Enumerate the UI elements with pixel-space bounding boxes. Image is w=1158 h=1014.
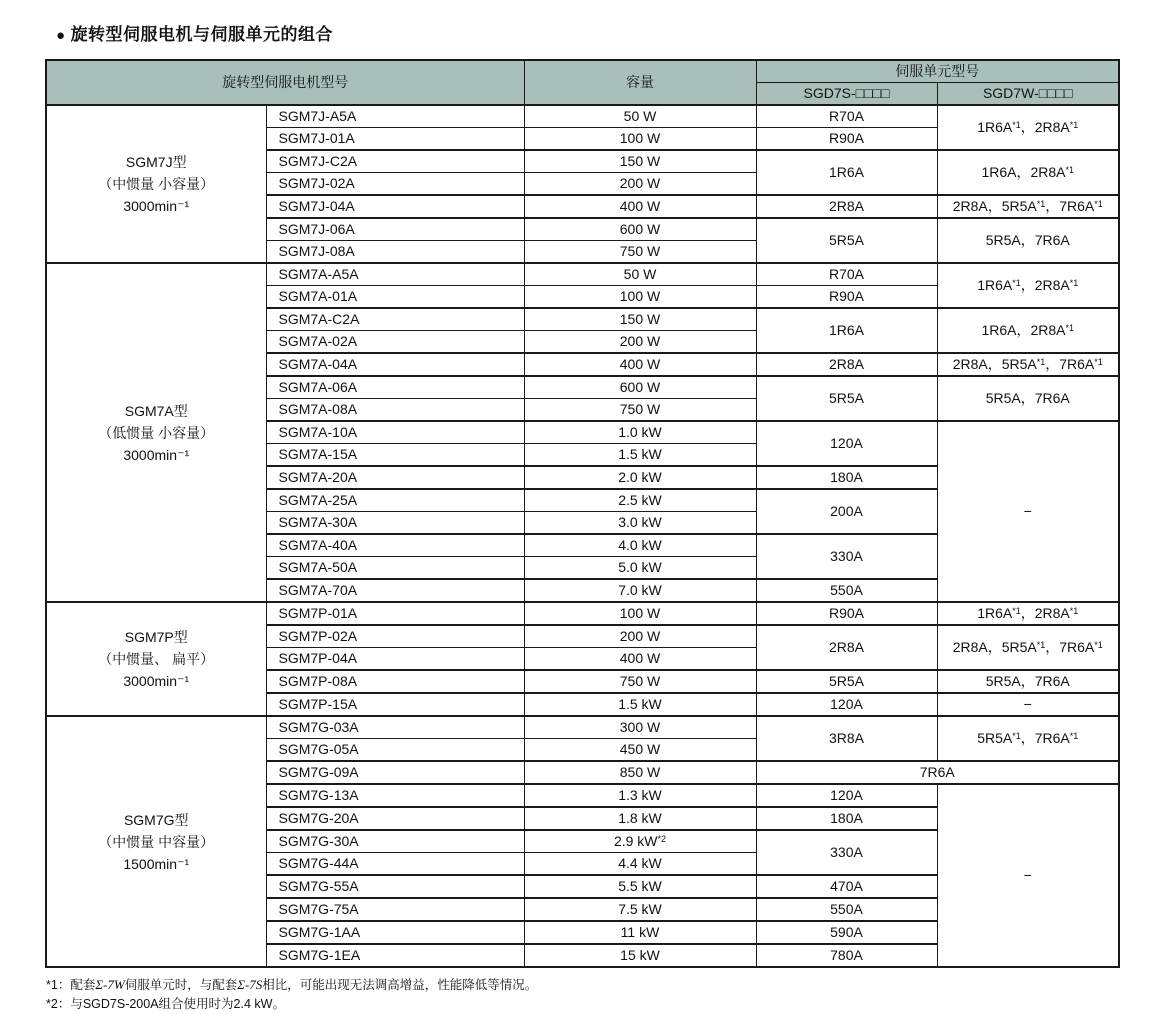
capacity-cell: 11 kW: [524, 921, 756, 944]
motor-model-cell: SGM7A-50A: [266, 557, 524, 580]
capacity-cell: 100 W: [524, 128, 756, 151]
sgd7s-cell: 330A: [756, 534, 937, 579]
header-row-1: [46, 60, 1119, 83]
capacity-cell: 200 W: [524, 625, 756, 648]
sgd7s-cell: 200A: [756, 489, 937, 534]
capacity-cell: 15 kW: [524, 944, 756, 967]
sgd7s-cell: 1R6A: [756, 150, 937, 195]
table-header: [46, 60, 1119, 105]
motor-model-cell: SGM7P-01A: [266, 602, 524, 625]
header-capacity: 容量: [524, 60, 756, 105]
capacity-cell: 200 W: [524, 173, 756, 196]
sgd7s-cell: R90A: [756, 602, 937, 625]
sgd7s-cell: 180A: [756, 807, 937, 830]
capacity-cell: 400 W: [524, 195, 756, 218]
sgd7s-cell: 2R8A: [756, 625, 937, 670]
sgd7s-cell: 330A: [756, 830, 937, 875]
sgd7w-cell: $1R6A^{*1}$，$2R8A^{*1}$: [937, 105, 1119, 150]
sgd7w-cell: $1R6A^{*1}$，$2R8A^{*1}$: [937, 263, 1119, 308]
motor-model-cell: SGM7G-75A: [266, 898, 524, 921]
sgd7s-cell: 550A: [756, 898, 937, 921]
motor-model-cell: SGM7G-05A: [266, 739, 524, 762]
motor-model-cell: SGM7A-04A: [266, 353, 524, 376]
motor-model-cell: SGM7A-06A: [266, 376, 524, 399]
header-motor-model: 旋转型伺服电机型号: [46, 60, 524, 105]
sgd7w-cell: $5R5A^{*1}$，$7R6A^{*1}$: [937, 716, 1119, 761]
motor-model-cell: SGM7J-A5A: [266, 105, 524, 128]
capacity-cell: 2.0 kW: [524, 466, 756, 489]
sgd7s-cell: R70A: [756, 263, 937, 286]
sgd7w-cell: $1R6A^{*1}$，$2R8A^{*1}$: [937, 602, 1119, 625]
motor-model-cell: SGM7G-09A: [266, 761, 524, 784]
motor-model-cell: SGM7J-04A: [266, 195, 524, 218]
header-sgd7w: SGD7W-□□□□: [937, 83, 1119, 106]
sgd7s-cell: 3R8A: [756, 716, 937, 761]
motor-model-cell: SGM7G-1EA: [266, 944, 524, 967]
capacity-cell: 1.5 kW: [524, 444, 756, 467]
capacity-cell: 600 W: [524, 218, 756, 241]
capacity-cell: 2.5 kW: [524, 489, 756, 512]
capacity-cell: 750 W: [524, 241, 756, 264]
motor-model-cell: SGM7A-01A: [266, 286, 524, 309]
capacity-cell: 50 W: [524, 105, 756, 128]
sgd7w-cell: 2R8A，$5R5A^{*1}$，$7R6A^{*1}$: [937, 353, 1119, 376]
footnote-text: 相比，可能出现无法调高增益，性能降低等情况。: [262, 978, 538, 992]
sgd7w-cell: 5R5A，7R6A: [937, 376, 1119, 421]
motor-group-cell: SGM7G型 （中惯量 中容量） 1500min⁻¹: [46, 716, 266, 967]
motor-model-cell: SGM7P-08A: [266, 670, 524, 693]
motor-model-cell: SGM7A-20A: [266, 466, 524, 489]
motor-model-cell: SGM7G-13A: [266, 784, 524, 807]
capacity-cell: 4.4 kW: [524, 853, 756, 876]
sgd7s-cell: 5R5A: [756, 376, 937, 421]
motor-group-cell: SGM7A型 （低惯量 小容量） 3000min⁻¹: [46, 263, 266, 602]
capacity-cell: 7.0 kW: [524, 579, 756, 602]
motor-model-cell: SGM7A-A5A: [266, 263, 524, 286]
sgd7w-cell: 1R6A，$2R8A^{*1}$: [937, 150, 1119, 195]
sgd7s-cell: 470A: [756, 875, 937, 898]
header-sgd7s: SGD7S-□□□□: [756, 83, 937, 106]
sgd7w-cell: 5R5A，7R6A: [937, 670, 1119, 693]
sgd7s-cell: 2R8A: [756, 195, 937, 218]
footnotes: [46, 975, 1158, 1014]
motor-model-cell: SGM7A-C2A: [266, 308, 524, 331]
sgd7s-cell: 120A: [756, 693, 937, 716]
capacity-cell: 850 W: [524, 761, 756, 784]
footnote-text: *1：配套: [46, 978, 96, 992]
sgd7s-cell: 590A: [756, 921, 937, 944]
capacity-cell: 400 W: [524, 353, 756, 376]
sgd7s-cell: 2R8A: [756, 353, 937, 376]
motor-model-cell: SGM7P-02A: [266, 625, 524, 648]
capacity-cell: 3.0 kW: [524, 512, 756, 535]
capacity-cell: 450 W: [524, 739, 756, 762]
sgd7s-cell: R90A: [756, 286, 937, 309]
motor-model-cell: SGM7G-44A: [266, 853, 524, 876]
sgd7w-cell: 5R5A，7R6A: [937, 218, 1119, 263]
sgd7w-cell: 2R8A，$5R5A^{*1}$，$7R6A^{*1}$: [937, 625, 1119, 670]
sgd7w-cell: 2R8A，$5R5A^{*1}$，$7R6A^{*1}$: [937, 195, 1119, 218]
sgd7s-cell: R70A: [756, 105, 937, 128]
capacity-cell: 1.0 kW: [524, 421, 756, 444]
motor-model-cell: SGM7G-1AA: [266, 921, 524, 944]
motor-model-cell: SGM7G-30A: [266, 830, 524, 853]
capacity-cell: 1.8 kW: [524, 807, 756, 830]
footnote-text: 伺服单元时，与配套: [124, 978, 238, 992]
capacity-cell: 750 W: [524, 670, 756, 693]
sgd7s-cell: 120A: [756, 784, 937, 807]
capacity-cell: 750 W: [524, 399, 756, 422]
capacity-cell: 50 W: [524, 263, 756, 286]
capacity-cell: 100 W: [524, 602, 756, 625]
table-row: [46, 263, 1119, 286]
motor-model-cell: SGM7J-06A: [266, 218, 524, 241]
motor-model-cell: SGM7A-25A: [266, 489, 524, 512]
sgd7s-cell: R90A: [756, 128, 937, 151]
motor-servo-combination-table: [45, 59, 1120, 968]
capacity-cell: 150 W: [524, 150, 756, 173]
motor-group-cell: SGM7J型 （中惯量 小容量） 3000min⁻¹: [46, 105, 266, 263]
footnote-2: [46, 995, 1158, 1014]
footnote-1: [46, 975, 1158, 995]
motor-model-cell: SGM7G-20A: [266, 807, 524, 830]
sigma-series-name: Σ-7S: [237, 977, 263, 992]
motor-model-cell: SGM7J-C2A: [266, 150, 524, 173]
sgd7s-cell: 180A: [756, 466, 937, 489]
motor-model-cell: SGM7P-15A: [266, 693, 524, 716]
sgd7s-cell: 5R5A: [756, 218, 937, 263]
capacity-cell: 600 W: [524, 376, 756, 399]
motor-model-cell: SGM7G-03A: [266, 716, 524, 739]
sgd7s-cell: 5R5A: [756, 670, 937, 693]
capacity-cell: 1.3 kW: [524, 784, 756, 807]
motor-model-cell: SGM7A-40A: [266, 534, 524, 557]
motor-model-cell: SGM7A-30A: [266, 512, 524, 535]
capacity-cell: 7.5 kW: [524, 898, 756, 921]
sgd7s-cell: 120A: [756, 421, 937, 466]
sgd7w-cell: −: [937, 693, 1119, 716]
capacity-cell: 1.5 kW: [524, 693, 756, 716]
capacity-cell: 5.0 kW: [524, 557, 756, 580]
sgd7s-cell: 1R6A: [756, 308, 937, 353]
motor-model-cell: SGM7J-01A: [266, 128, 524, 151]
capacity-cell: 400 W: [524, 648, 756, 671]
motor-model-cell: SGM7A-70A: [266, 579, 524, 602]
page-title-text: 旋转型伺服电机与伺服单元的组合: [70, 25, 334, 44]
sigma-series-name: Σ-7W: [95, 977, 125, 992]
bullet-icon: ●: [56, 27, 66, 44]
sgd7w-cell: −: [937, 784, 1119, 967]
capacity-cell: 300 W: [524, 716, 756, 739]
capacity-cell: 5.5 kW: [524, 875, 756, 898]
capacity-cell: 4.0 kW: [524, 534, 756, 557]
capacity-cell: 200 W: [524, 331, 756, 354]
capacity-cell: 2.9 $kW^{*2}$: [524, 830, 756, 853]
motor-model-cell: SGM7A-02A: [266, 331, 524, 354]
footnote-text: *2：与SGD7S-200A组合使用时为2.4 kW。: [46, 997, 285, 1011]
capacity-cell: 150 W: [524, 308, 756, 331]
motor-group-cell: SGM7P型 （中惯量、 扁平） 3000min⁻¹: [46, 602, 266, 716]
sgd7s-cell: 7R6A: [756, 761, 1119, 784]
page-title: [56, 20, 1158, 45]
motor-model-cell: SGM7A-08A: [266, 399, 524, 422]
header-servo-unit: 伺服单元型号: [756, 60, 1119, 83]
motor-model-cell: SGM7J-08A: [266, 241, 524, 264]
motor-model-cell: SGM7G-55A: [266, 875, 524, 898]
table-row: [46, 716, 1119, 739]
motor-model-cell: SGM7A-15A: [266, 444, 524, 467]
sgd7w-cell: 1R6A，$2R8A^{*1}$: [937, 308, 1119, 353]
motor-model-cell: SGM7P-04A: [266, 648, 524, 671]
motor-model-cell: SGM7J-02A: [266, 173, 524, 196]
table-row: [46, 602, 1119, 625]
sgd7s-cell: 550A: [756, 579, 937, 602]
motor-model-cell: SGM7A-10A: [266, 421, 524, 444]
sgd7w-cell: −: [937, 421, 1119, 602]
capacity-cell: 100 W: [524, 286, 756, 309]
sgd7s-cell: 780A: [756, 944, 937, 967]
table-row: [46, 105, 1119, 128]
